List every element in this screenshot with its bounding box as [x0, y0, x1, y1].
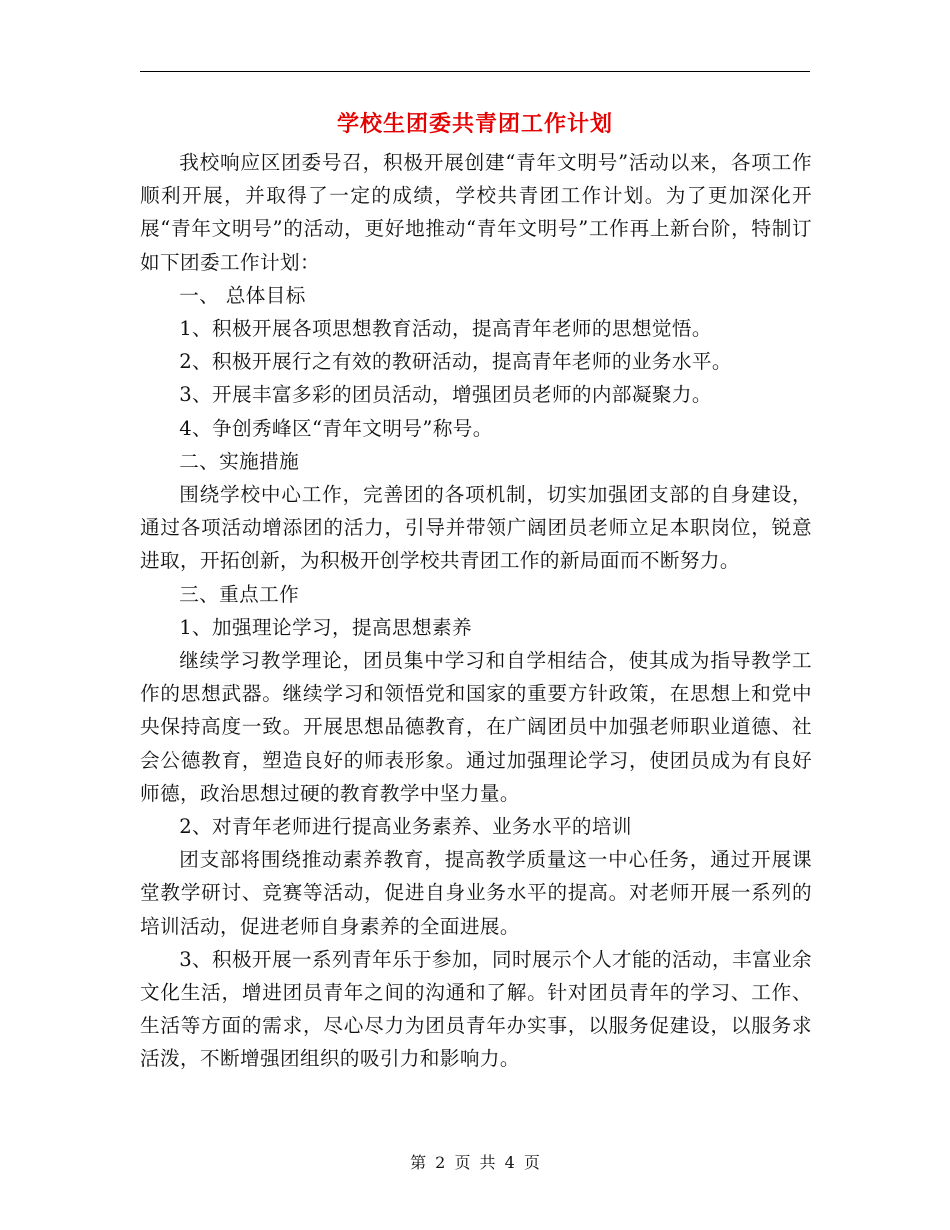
document-body — [140, 146, 812, 1076]
header-rule — [140, 71, 810, 72]
measures-paragraph: 围绕学校中心工作，完善团的各项机制，切实加强团支部的自身建设，通过各项活动增添团的活力，引导并带领广阔团员老师立足本职岗位，锐意进取，开拓创新，为积极开创学校共青团工作的新局面而不断努力。 — [140, 483, 812, 573]
section-heading-overall-goals: 一、 总体目标 — [179, 283, 306, 307]
training-paragraph: 团支部将围绕推动素养教育，提高教学质量这一中心任务，通过开展课堂教学研讨、竞赛等活动，促进自身业务水平的提高。对老师开展一系列的培训活动，促进老师自身素养的全面进展。 — [140, 848, 812, 938]
goal-item: 1、积极开展各项思想教育活动，提高青年老师的思想觉悟。 — [179, 317, 712, 341]
subheading-theory-study: 1、加强理论学习，提高思想素养 — [179, 615, 472, 639]
goal-item: 4、争创秀峰区“青年文明号”称号。 — [179, 416, 493, 440]
document-title: 学校生团委共青团工作计划 — [336, 111, 613, 137]
section-heading-key-work: 三、重点工作 — [179, 582, 300, 606]
goal-item: 3、开展丰富多彩的团员活动，增强团员老师的内部凝聚力。 — [179, 383, 712, 407]
theory-study-paragraph: 继续学习教学理论，团员集中学习和自学相结合，使其成为指导教学工作的思想武器。继续学习和领悟党和国家的重要方针政策，在思想上和党中央保持高度一致。开展思想品德教育，在广阔团员中加强老师职业道德、社会公德教育，塑造良好的师表形象。通过加强理论学习，使团员成为有良好师德，政治思想过硬的教育教学中坚力量。 — [140, 649, 812, 805]
activities-paragraph: 3、积极开展一系列青年乐于参加，同时展示个人才能的活动，丰富业余文化生活，增进团员青年之间的沟通和了解。针对团员青年的学习、工作、生活等方面的需求，尽心尽力为团员青年办实事，以服务促建设，以服务求活泼，不断增强团组织的吸引力和影响力。 — [140, 947, 812, 1071]
intro-paragraph: 我校响应区团委号召，积极开展创建“青年文明号”活动以来，各项工作顺利开展，并取得了一定的成绩，学校共青团工作计划。为了更加深化开展“青年文明号”的活动，更好地推动“青年文明号”工作再上新台阶，特制订如下团委工作计划： — [140, 151, 812, 274]
page-footer: 第 2 页 共 4 页 — [410, 1153, 540, 1172]
goal-item: 2、积极开展行之有效的教研活动，提高青年老师的业务水平。 — [179, 350, 732, 374]
section-heading-measures: 二、实施措施 — [179, 449, 300, 473]
subheading-training: 2、对青年老师进行提高业务素养、业务水平的培训 — [179, 815, 632, 839]
